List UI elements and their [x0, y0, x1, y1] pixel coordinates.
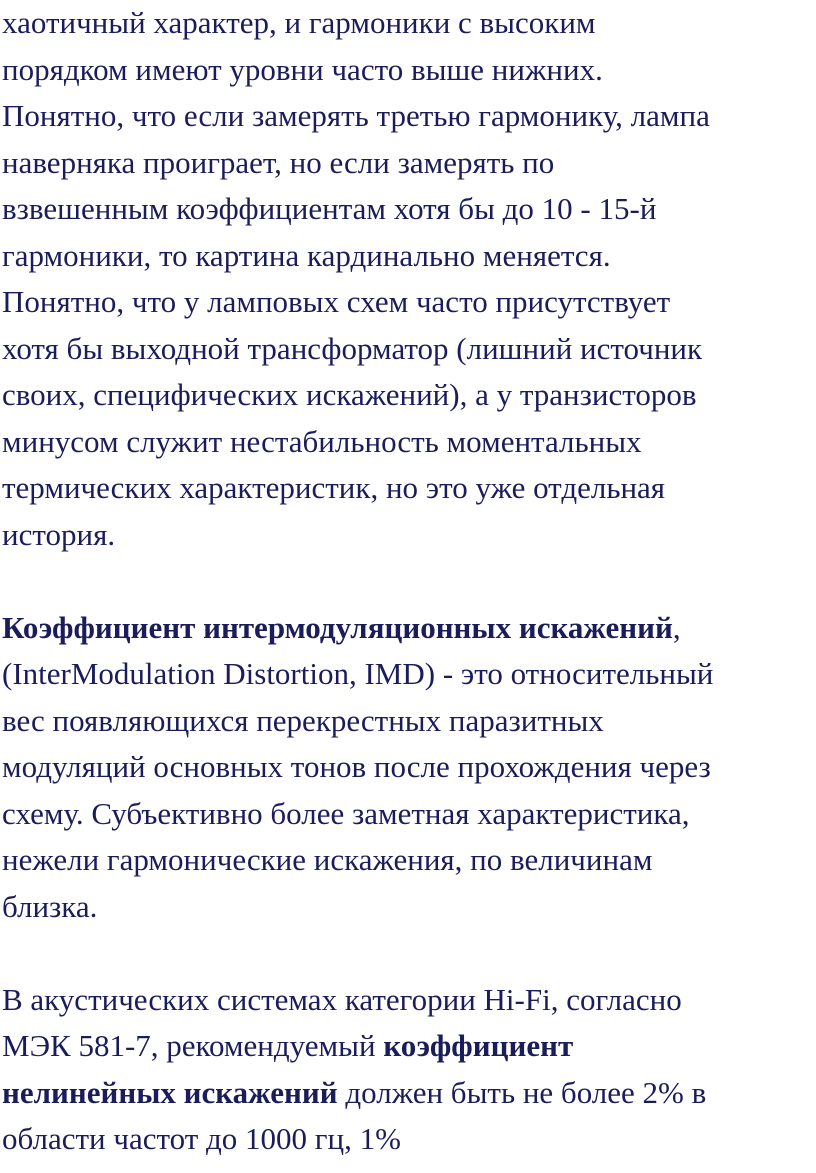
- text-line: термических характеристик, но это уже отдельная: [2, 470, 666, 505]
- text-line: [2, 605, 814, 652]
- paragraph-imd: [2, 605, 814, 931]
- bold-term: Коэффициент интермодуляционных искажений: [2, 609, 673, 645]
- text-line: взвешенным коэффициентам хотя бы до 10 - 15-й: [2, 191, 657, 226]
- text-line: (InterModulation Distortion, IMD) - это относительный: [2, 656, 714, 691]
- text-line: модуляций основных тонов после прохождения через: [2, 749, 711, 784]
- paragraph-harmonics: [2, 0, 814, 558]
- text-line: порядком имеют уровни часто выше нижних.: [2, 51, 603, 87]
- text-line: схему. Субъективно более заметная характеристика,: [2, 795, 690, 831]
- text-line: [2, 1023, 814, 1070]
- text-line: хотя бы выходной трансформатор (лишний источник: [2, 330, 703, 366]
- text-line: близка.: [2, 888, 98, 924]
- bold-term: нелинейных искажений: [2, 1074, 338, 1110]
- text-line: гармоники, то картина кардинально меняется.: [2, 237, 611, 273]
- text-segment: должен быть не более 2% в: [337, 1074, 707, 1110]
- text-line: наверняка проиграет, но если замерять по: [2, 144, 555, 180]
- text-line: Понятно, что если замерять третью гармонику, лампа: [2, 98, 710, 133]
- text-line: минусом служит нестабильность моментальных: [2, 423, 642, 459]
- text-line: В акустических системах категории Hi-Fi, согласно: [2, 981, 682, 1017]
- text-line: вес появляющихся перекрестных паразитных: [2, 702, 604, 738]
- paragraph-hifi: [2, 977, 814, 1163]
- text-segment: МЭК 581-7, рекомендуемый: [2, 1028, 384, 1063]
- bold-term: коэффициент: [383, 1028, 574, 1063]
- text-line: хаотичный характер, и гармоники с высоким: [2, 5, 596, 40]
- text-line: Понятно, что у ламповых схем часто присутствует: [2, 284, 671, 319]
- paragraph-spacer: [2, 558, 814, 605]
- paragraph-spacer: [2, 930, 814, 977]
- text-line: [2, 1070, 814, 1117]
- text-line: области частот до 1000 гц, 1%: [2, 1121, 401, 1156]
- term-punctuation: ,: [672, 609, 681, 645]
- text-line: история.: [2, 516, 116, 552]
- text-line: своих, специфических искажений), а у транзисторов: [2, 377, 697, 412]
- text-line: нежели гармонические искажения, по величинам: [2, 842, 653, 877]
- document-page: [2, 0, 814, 1163]
